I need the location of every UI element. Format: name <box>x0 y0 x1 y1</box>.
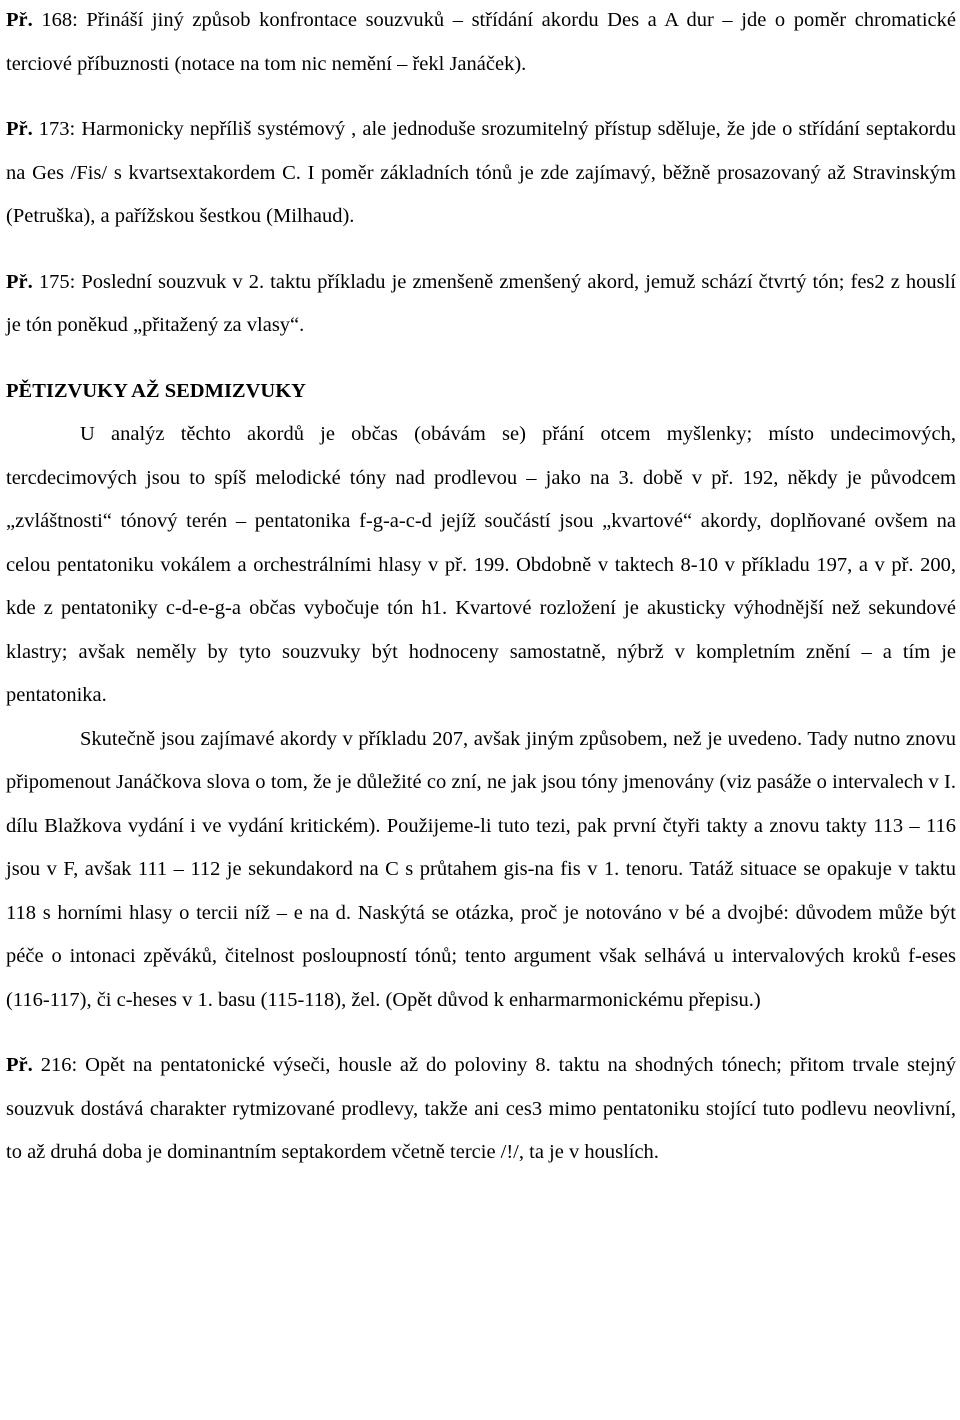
paragraph-text: Poslední souzvuk v 2. taktu příkladu je zmenšeně zmenšený akord, jemuž schází čtvrtý tón; fes2 z houslí je tón poněkud „přitažený za vlasy“. <box>6 270 956 336</box>
paragraph-example-173 <box>6 108 956 239</box>
example-label: Př. <box>6 9 33 31</box>
paragraph-text: Opět na pentatonické výseči, housle až do poloviny 8. taktu na shodných tónech; přitom trvale stejný souzvuk dostává charakter rytmizované prodlevy, takže ani ces3 mimo pentatoniku stojící tuto podlevu neovlivní, to až druhá doba je dominantním septakordem včetně tercie /!/, ta je v houslích. <box>6 1054 956 1163</box>
paragraph-example-175 <box>6 261 956 348</box>
paragraph-text: Přináší jiný způsob konfrontace souzvuků – střídání akordu Des a A dur – jde o poměr chromatické terciové příbuznosti (notace na tom nic nemění – řekl Janáček). <box>6 9 957 75</box>
example-number: 168: <box>32 9 78 31</box>
paragraph-body-2: Skutečně jsou zajímavé akordy v příkladu 207, avšak jiným způsobem, než je uvedeno. Tady nutno znovu připomenout Janáčkova slova o tom, že je důležité co zní, ne jak jsou tóny jmenovány (viz pasáže o intervalech v I. dílu Blažkova vydání i ve vydání kritickém). Použijeme-li tuto tezi, pak první čtyři takty a znovu takty 113 – 116 jsou v F, avšak 111 – 112 je sekundakord na C s průtahem gis-na fis v 1. tenoru. Tatáž situace se opakuje v taktu 118 s horními hlasy o tercii níž – e na d. Naskýtá se otázka, proč je notováno v bé a dvojbé: důvodem může být péče o intonaci zpěváků, čitelnost posloupností tónů; tento argument však selhává u intervalových kroků f-eses (116-117), či c-heses v 1. basu (115-118), žel. (Opět důvod k enharmarmonickému přepisu.) <box>6 727 956 1011</box>
paragraph-text: Harmonicky nepříliš systémový , ale jednoduše srozumitelný přístup sděluje, že jde o střídání septakordu na Ges /Fis/ s kvartsextakordem C. I poměr základních tónů je zde zajímavý, běžně prosazovaný až Stravinským (Petruška), a pařížskou šestkou (Milhaud). <box>6 118 956 227</box>
paragraph-example-216 <box>6 1044 956 1175</box>
example-number: 216: <box>32 1054 78 1076</box>
section-heading: PĚTIZVUKY AŽ SEDMIZVUKY <box>6 379 306 402</box>
example-number: 173: <box>32 118 76 140</box>
paragraph-example-168 <box>6 0 956 86</box>
document-page <box>6 0 956 1175</box>
example-label: Př. <box>6 270 33 293</box>
example-label: Př. <box>6 1054 33 1076</box>
example-number: 175: <box>32 270 76 293</box>
paragraph-body-1: U analýz těchto akordů je občas (obávám se) přání otcem myšlenky; místo undecimových, tercdecimových jsou to spíš melodické tóny nad prodlevou – jako na 3. době v př. 192, někdy je původcem „zvláštnosti“ tónový terén – pentatonika f-g-a-c-d jejíž součástí jsou „kvartové“ akordy, doplňované ovšem na celou pentatoniku vokálem a orchestrálními hlasy v př. 199. Obdobně v taktech 8-10 v příkladu 197, a v př. 200, kde z pentatoniky c-d-e-g-a občas vybočuje tón h1. Kvartové rozložení je akusticky výhodnější než sekundové klastry; avšak neměly by tyto souzvuky být hodnoceny samostatně, nýbrž v kompletním znění – a tím je pentatonika. <box>6 423 956 706</box>
example-label: Př. <box>6 118 33 140</box>
